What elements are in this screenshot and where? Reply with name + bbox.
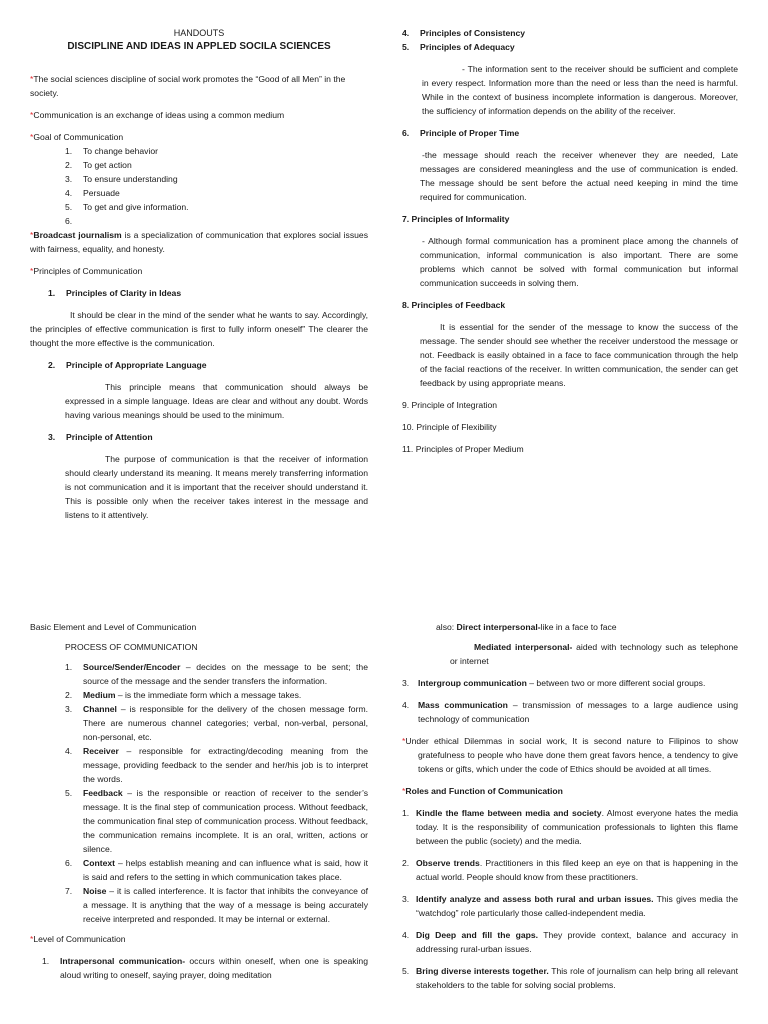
- principle-heading: 7. Principles of Informality: [402, 214, 510, 224]
- principles-title: *Principles of Communication: [30, 266, 143, 276]
- asterisk: *: [30, 230, 34, 240]
- principle-text: This principle means that communication should always be expressed in a simple language. Ideas are clear and without any doubt. Words having various meanings should be used to the minimum.: [65, 382, 368, 420]
- list-item: 4. Receiver – responsible for extracting/decoding meaning from the message, providing feedback to the sender and her/his job is to interpret the words.: [65, 746, 368, 784]
- ethics-paragraph: *Under ethical Dilemmas in social work, It is second nature to Filipinos to show gratefulness to people who have done them great favors hence, a tendency to give tokens or gifts, which under the code of Ethics should be avoided at all times.: [402, 736, 738, 774]
- list-item: 1. Intrapersonal communication- occurs within oneself, when one is speaking aloud writing to oneself, saying prayer, doing meditation: [42, 956, 368, 980]
- principle-heading: 4. Principles of Consistency: [402, 28, 526, 38]
- asterisk: *: [402, 736, 406, 746]
- level-title: *Level of Communication: [30, 934, 126, 944]
- principle-heading: 11. Principles of Proper Medium: [402, 444, 524, 454]
- handouts-header: HANDOUTS: [173, 28, 225, 38]
- list-item: 7. Noise – it is called interference. It is factor that inhibits the conveyance of a message. It is anything that the way of a message is being accurately receive interpreted and responded. It may be internal or external.: [65, 886, 368, 924]
- list-item: 5. Bring diverse interests together. This role of journalism can help bring all relevant stakeholders to the table for solving social problems.: [402, 966, 738, 990]
- list-item: 3. To ensure understanding: [65, 174, 178, 184]
- top-right-column: [402, 26, 738, 456]
- list-item: 3. Channel – is responsible for the delivery of the chosen message form. There are numerous channel categories; verbal, non-verbal, personal, non-personal, etc.: [65, 704, 368, 742]
- principle-heading: 2. Principle of Appropriate Language: [48, 360, 207, 370]
- asterisk: *: [30, 934, 34, 944]
- list-item: 3. Identify analyze and assess both rural and urban issues. This gives media the “watchdog” role particularly those called-independent media.: [402, 894, 739, 918]
- list-item: 3. Intergroup communication – between two or more different social groups.: [402, 678, 706, 688]
- goal-title: *Goal of Communication: [30, 132, 124, 142]
- list-item: 2. To get action: [65, 160, 132, 170]
- asterisk: *: [30, 132, 34, 142]
- top-left-column: [30, 26, 368, 522]
- broadcast-journalism-paragraph: *Broadcast journalism is a specialization of communication that explores social issues with fairness, equality, and honesty.: [30, 230, 368, 254]
- principle-heading: 8. Principles of Feedback: [402, 300, 506, 310]
- section-title: Basic Element and Level of Communication: [30, 622, 197, 632]
- bottom-right-column: [402, 620, 738, 992]
- list-item: 6.: [65, 216, 73, 226]
- communication-definition: *Communication is an exchange of ideas using a common medium: [30, 110, 285, 120]
- asterisk: *: [30, 74, 34, 84]
- principle-heading: 3. Principle of Attention: [48, 432, 153, 442]
- list-item: 2. Medium – is the immediate form which a message takes.: [65, 690, 302, 700]
- asterisk: *: [402, 786, 406, 796]
- list-item: 1. Kindle the flame between media and society. Almost everyone hates the media today. It is the responsibility of communication professionals to lighten this flame between the public (society) and the media.: [402, 808, 739, 846]
- goal-list: [30, 144, 368, 228]
- principle-heading: 6. Principle of Proper Time: [402, 128, 520, 138]
- process-title: PROCESS OF COMMUNICATION: [65, 642, 198, 652]
- list-item: 1. To change behavior: [65, 146, 159, 156]
- principle-text: The purpose of communication is that the receiver of information should clearly understand its meaning. It means merely transferring information is not communication and it is important that the receiver should understand it. This is possible only when the receiver takes interest in the message and listens to it attentively.: [65, 454, 368, 520]
- principle-text: - The information sent to the receiver should be sufficient and complete in every respect. Information more than the need or less than the need is harmful. While in the context of business incomplete information is dangerous. Moreover, the sufficiency of information depends on the ability of the receiver.: [422, 64, 738, 116]
- asterisk: *: [30, 110, 34, 120]
- principle-text: It should be clear in the mind of the sender what he wants to say. Accordingly, the principles of effective communication is first to fully inform oneself” The clearer the thought the more effective is the communication.: [30, 310, 368, 348]
- list-item: 2. Observe trends. Practitioners in this filed keep an eye on that is happening in the actual world. People should know from these practitioners.: [402, 858, 738, 882]
- direct-interpersonal: also: Direct interpersonal-like in a face to face: [436, 622, 617, 632]
- principle-text: It is essential for the sender of the message to know the success of the message. The sender should see whether the receiver understood the message or not. Feedback is easily obtained in a face to face communication through the help of the facial reactions of the receiver. In written communication, the sender can get feedback by using appropriate means.: [420, 322, 738, 388]
- principle-heading: 10. Principle of Flexibility: [402, 422, 497, 432]
- principle-heading: 9. Principle of Integration: [402, 400, 498, 410]
- list-item: 4. Mass communication – transmission of messages to a large audience using technology of communication: [402, 700, 738, 724]
- page-title: DISCIPLINE AND IDEAS IN APPLED SOCILA SCIENCES: [67, 41, 331, 52]
- list-item: 1. Source/Sender/Encoder – decides on the message to be sent; the source of the message and the sender transfers the information.: [65, 662, 368, 686]
- principle-heading: 1. Principles of Clarity in Ideas: [48, 288, 182, 298]
- mediated-interpersonal: Mediated interpersonal- aided with technology such as telephone or internet: [450, 642, 739, 666]
- bottom-left-column: [30, 620, 368, 982]
- list-item: 4. Persuade: [65, 188, 120, 198]
- principle-text: - Although formal communication has a prominent place among the channels of communication, informal communication is also important. There are some problems which cannot be solved with formal communication but informal communication succeeds in solving them.: [420, 236, 738, 288]
- roles-title: *Roles and Function of Communication: [402, 786, 563, 796]
- intro-paragraph: *The social sciences discipline of social work promotes the “Good of all Men” in the society.: [30, 74, 346, 98]
- list-item: 6. Context – helps establish meaning and can influence what is said, how it is said and refers to the setting in which communication takes place.: [65, 858, 368, 882]
- asterisk: *: [30, 266, 34, 276]
- principle-text: -the message should reach the receiver whenever they are needed, Late messages are considered meaningless and the use of communication is ended. The message should be sent before the actual need keeping in mind the time required for communication.: [420, 150, 738, 202]
- principle-heading: 5. Principles of Adequacy: [402, 42, 515, 52]
- list-item: 5. To get and give information.: [65, 202, 189, 212]
- list-item: 5. Feedback – is the responsible or reaction of receiver to the sender’s message. It is the final step of communication process. Without feedback, the communication final step of communication process. Without feedback, the communication remains incomplete. It is an oral, written, actions or silence.: [65, 788, 368, 854]
- process-list: [30, 660, 368, 926]
- list-item: 4. Dig Deep and fill the gaps. They provide context, balance and accuracy in addressing rural-urban issues.: [402, 930, 738, 954]
